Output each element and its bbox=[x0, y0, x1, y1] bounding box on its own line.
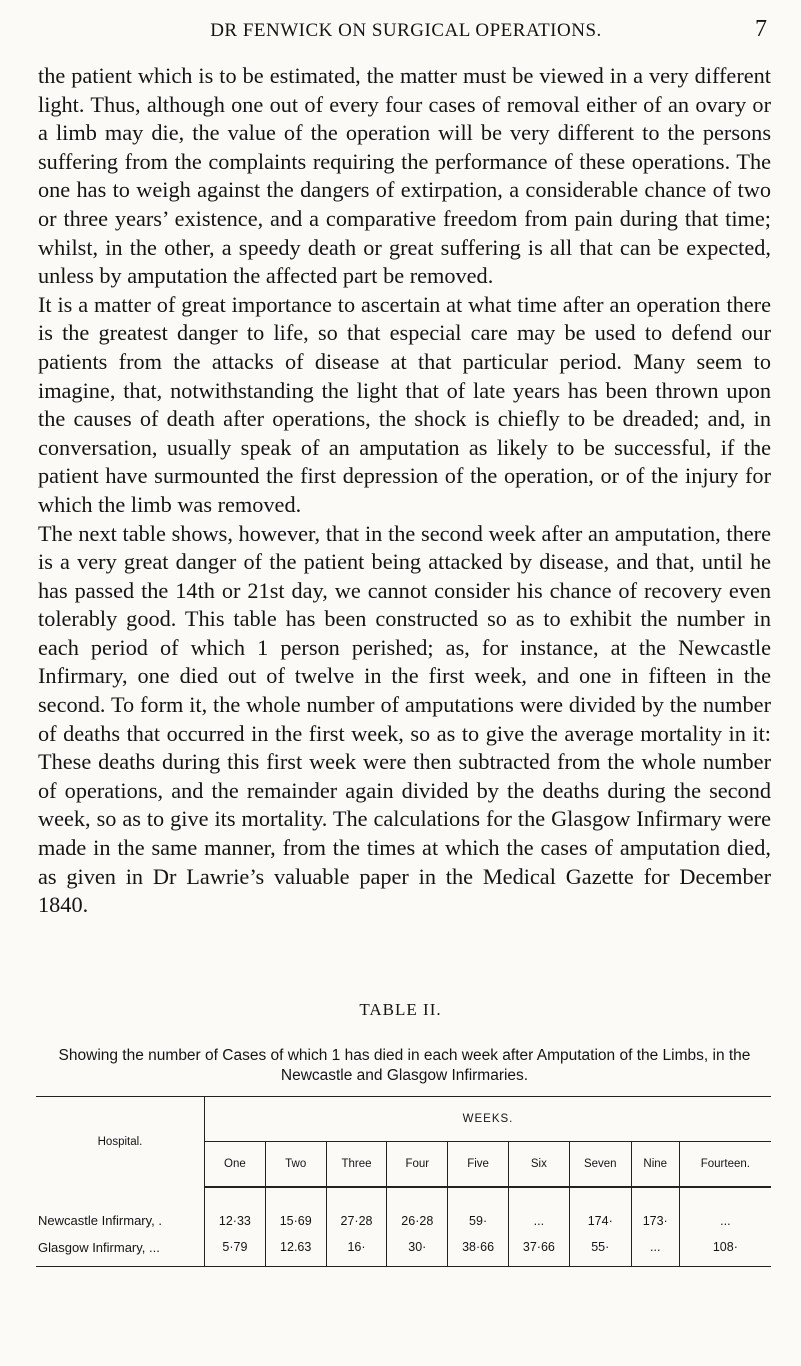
week-column-header: Five bbox=[448, 1142, 509, 1188]
paragraph: The next table shows, however, that in the second week after an amputation, there is a very great danger of the patient being attacked by disease, and that, until he has passed the 14th or 21st day, we cannot consider his chance of recovery even tolerably good. This table has been constructed so as to exhibit the number in each period of which 1 person perished; as, for instance, at the Newcastle Infirmary, one died out of twelve in the first week, and one in fifteen in the second. To form it, the whole number of amputations were divided by the number of deaths that occurred in the first week, so as to give the average mortality in it: These deaths during this first week were then subtracted from the whole number of operations, and the remainder again divided by the deaths during the second week, so as to give its mortality. The calculations for the Glasgow Infirmary were made in the same manner, from the times at which the cases of amputation died, as given in Dr Lawrie’s valuable paper in the Medical Gazette for December 1840. bbox=[38, 520, 771, 918]
table-cell: 37·66 bbox=[508, 1234, 569, 1267]
table-cell: 59· bbox=[448, 1187, 509, 1234]
table-cell: ... bbox=[508, 1187, 569, 1234]
table-caption: Showing the number of Cases of which 1 has died in each week after Amputation of the Limbs, in the Newcastle and Glasgow Infirmaries. bbox=[58, 1047, 751, 1084]
table-cell: 173· bbox=[631, 1187, 679, 1234]
table-cell: 38·66 bbox=[448, 1234, 509, 1267]
table-cell: 12·33 bbox=[205, 1187, 266, 1234]
table-cell: 30· bbox=[387, 1234, 448, 1267]
table-title: TABLE II. bbox=[359, 1000, 442, 1019]
table-row bbox=[36, 1187, 771, 1234]
paragraph: It is a matter of great importance to ascertain at what time after an operation there is the greatest danger to life, so that especial care may be used to defend our patients from the attacks of disease at that particular period. Many seem to imagine, that, notwithstanding the light that of late years has been thrown upon the causes of death after operations, the shock is chiefly to be dreaded; and, in conversation, usually speak of an amputation as likely to be successful, if the patient have surmounted the first depression of the operation, or of the injury for which the limb was removed. bbox=[38, 291, 771, 517]
paragraph: the patient which is to be estimated, the matter must be viewed in a very different light. Thus, although one out of every four cases of removal either of an ovary or a limb may die, the value of the operation will be very different to the persons suffering from the complaints requiring the performance of these operations. The one has to weigh against the dangers of extirpation, a considerable chance of two or three years’ existence, and a comparative freedom from pain during that time; whilst, in the other, a speedy death or great suffering is all that can be expected, unless by amputation the affected part be removed. bbox=[38, 63, 771, 289]
table-cell: 55· bbox=[569, 1234, 631, 1267]
week-column-header: Two bbox=[265, 1142, 326, 1188]
table-cell: 27·28 bbox=[326, 1187, 387, 1234]
table-cell: ... bbox=[631, 1234, 679, 1267]
running-header: DR FENWICK ON SURGICAL OPERATIONS. bbox=[210, 20, 602, 41]
table-cell: 12.63 bbox=[265, 1234, 326, 1267]
table-cell: 5·79 bbox=[205, 1234, 266, 1267]
table-cell: ... bbox=[720, 1214, 731, 1228]
week-column-header: Six bbox=[508, 1142, 569, 1188]
week-column-header: One bbox=[205, 1142, 266, 1188]
table-cell: 26·28 bbox=[387, 1187, 448, 1234]
week-column-header: Nine bbox=[631, 1142, 679, 1188]
hospital-column-header: Hospital. bbox=[36, 1097, 205, 1188]
table-row bbox=[36, 1234, 771, 1267]
hospital-name: Glasgow Infirmary, ... bbox=[36, 1234, 205, 1267]
body-text bbox=[38, 62, 771, 920]
week-column-header: Fourteen. bbox=[679, 1142, 771, 1188]
mortality-table bbox=[36, 1096, 771, 1267]
table-cell: 16· bbox=[326, 1234, 387, 1267]
week-column-header: Seven bbox=[569, 1142, 631, 1188]
page-number: 7 bbox=[755, 16, 767, 42]
hospital-name: Newcastle Infirmary, . bbox=[36, 1187, 205, 1234]
week-column-header: Four bbox=[387, 1142, 448, 1188]
weeks-header: WEEKS. bbox=[205, 1097, 772, 1142]
table-cell: 174· bbox=[569, 1187, 631, 1234]
table-cell: 108· bbox=[679, 1234, 771, 1267]
week-column-header: Three bbox=[326, 1142, 387, 1188]
table-cell: 15·69 bbox=[265, 1187, 326, 1234]
